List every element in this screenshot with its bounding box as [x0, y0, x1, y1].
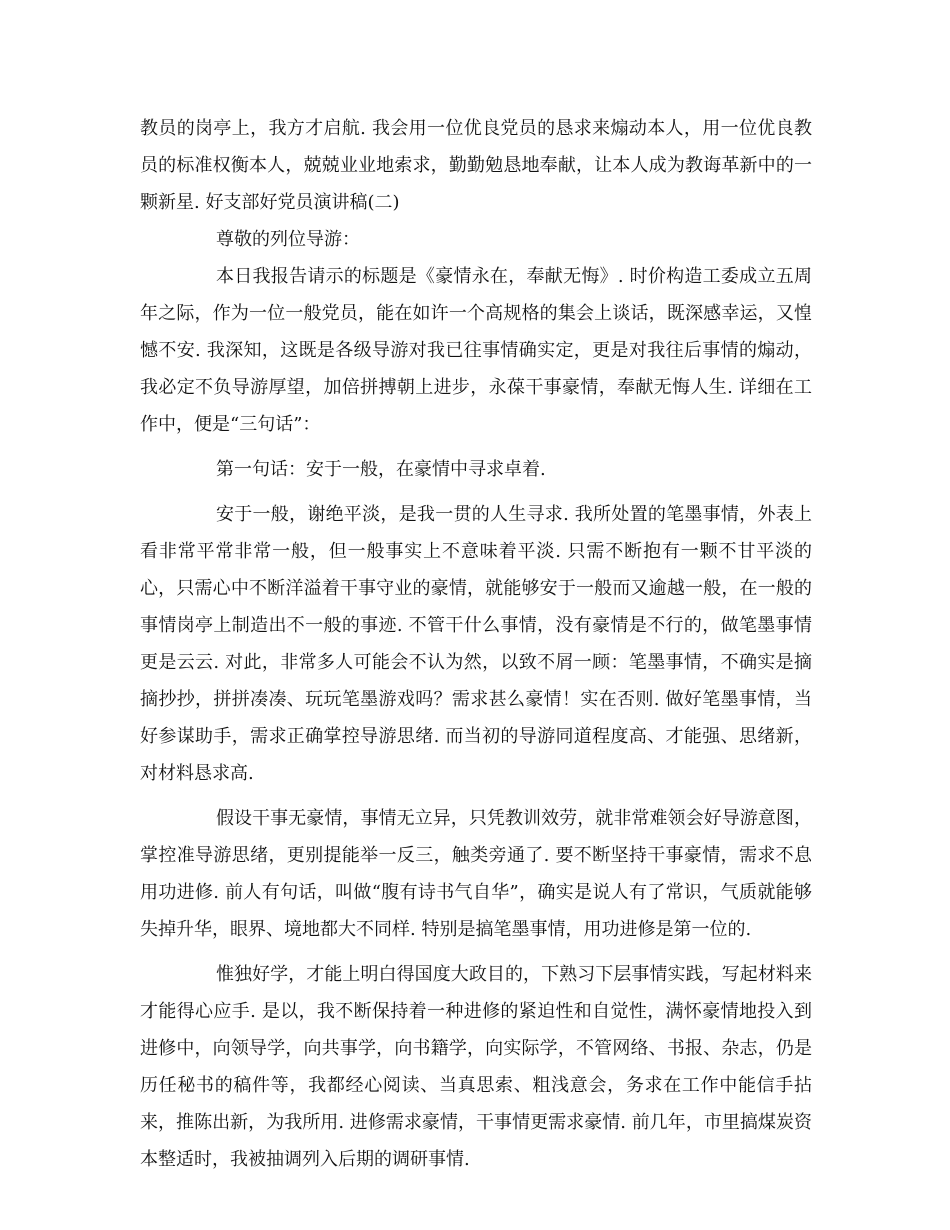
document-body — [140, 110, 812, 1178]
paragraph-6: 假设干事无豪情，事情无立异，只凭教训效劳，就非常难领会好导游意图，掌控准导游思绪，更别提能举一反三，触类旁通了. 要不断坚持干事豪情，需求不息用功进修. 前人有句话，叫做“腹有诗书气自华”，确实是说人有了常识，气质就能够失掉升华，眼界、境地都大不同样. 特别是搞笔墨事情，用功进修是第一位的. — [140, 808, 812, 940]
paragraph-2: 尊敬的列位导游： — [216, 229, 360, 250]
paragraph-7: 惟独好学，才能上明白得国度大政目的，下熟习下层事情实践，写起材料来才能得心应手. 是以，我不断保持着一种进修的紧迫性和自觉性，满怀豪情地投入到进修中，向领导学，向共事学，向书籍学，向实际学，不管网络、书报、杂志，仍是历任秘书的稿件等，我都经心阅读、当真思索、粗浅意会，务求在工作中能信手拈来，推陈出新，为我所用. 进修需求豪情，干事情更需求豪情. 前几年，市里搞煤炭资本整适时，我被抽调列入后期的调研事情. — [140, 964, 812, 1170]
paragraph-4: 第一句话：安于一般，在豪情中寻求卓着. — [216, 459, 546, 480]
paragraph-5: 安于一般，谢绝平淡，是我一贯的人生寻求. 我所处置的笔墨事情，外表上看非常平常非常一般，但一般事实上不意味着平淡. 只需不断抱有一颗不甘平淡的心，只需心中不断洋溢着干事守业的豪情，就能够安于一般而又逾越一般，在一般的事情岗亭上制造出不一般的事迹. 不管干什么事情，没有豪情是不行的，做笔墨事情更是云云. 对此，非常多人可能会不认为然，以致不屑一顾：笔墨事情，不确实是摘摘抄抄，拼拼凑凑、玩玩笔墨游戏吗？需求甚么豪情！实在否则. 做好笔墨事情，当好参谋助手，需求正确掌控导游思绪. 而当初的导游同道程度高、才能强、思绪新，对材料恳求高. — [140, 504, 812, 784]
paragraph-1: 教员的岗亭上，我方才启航. 我会用一位优良党员的恳求来煽动本人，用一位优良教员的标准权衡本人，兢兢业业地索求，勤勤勉恳地奉献，让本人成为教诲革新中的一颗新星. 好支部好党员演讲稿(二) — [140, 118, 812, 213]
paragraph-3: 本日我报告请示的标题是《豪情永在，奉献无悔》. 时价构造工委成立五周年之际，作为一位一般党员，能在如许一个高规格的集会上谈话，既深感幸运，又惶憾不安. 我深知，这既是各级导游对我已往事情确实定，更是对我往后事情的煽动，我必定不负导游厚望，加倍拼搏朝上进步，永葆干事豪情，奉献无悔人生. 详细在工作中，便是“三句话”： — [140, 266, 812, 435]
